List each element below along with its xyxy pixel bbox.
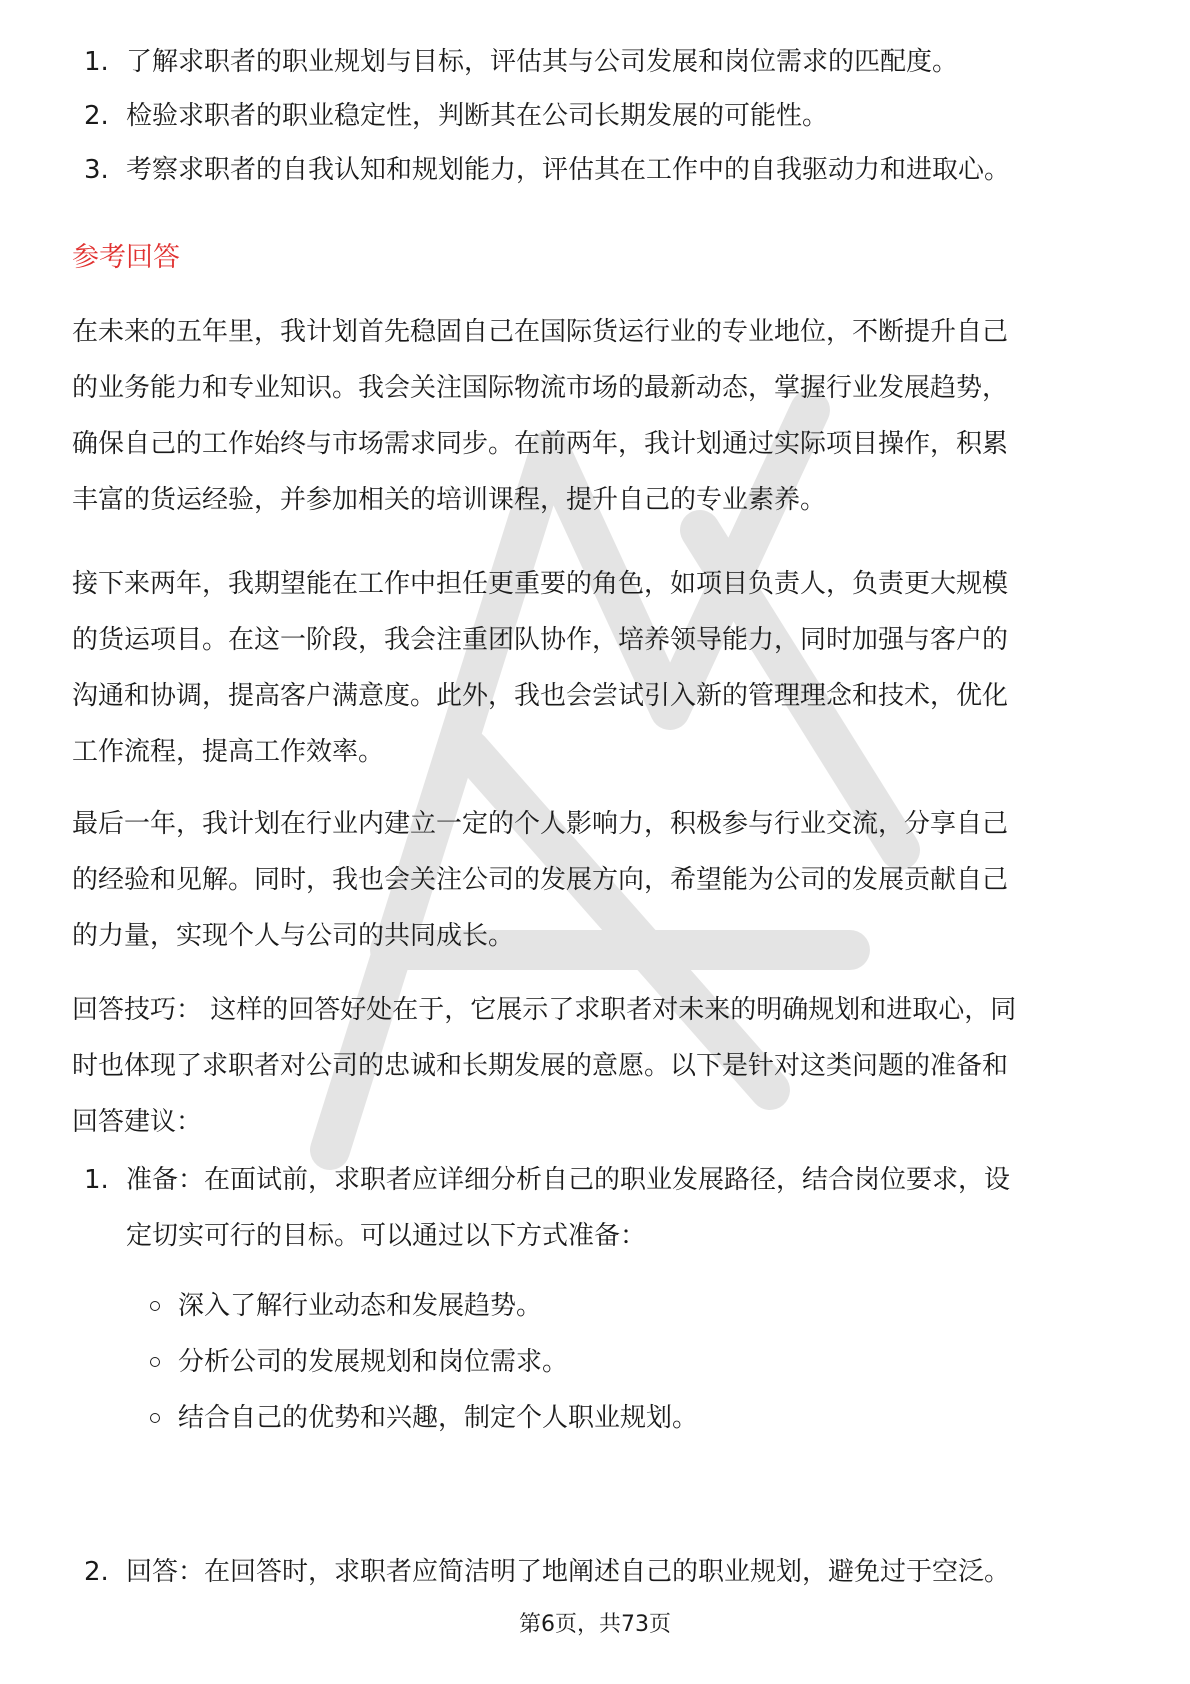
bullet-text: 分析公司的发展规划和岗位需求。 [178,1347,569,1377]
advice-item-answer [84,1544,1124,1600]
bullet-circle-icon [150,1357,160,1367]
page-footer: 第6页，共73页 [519,1612,671,1637]
list-number: 3. [84,155,109,185]
list-item-line: 定切实可行的目标。可以通过以下方式准备： [126,1221,647,1251]
bullet-item [150,1344,698,1380]
paragraph-line: 的力量，实现个人与公司的共同成长。 [72,921,515,951]
list-number: 2. [84,1557,109,1587]
paragraph-line: 在未来的五年里，我计划首先稳固自己在国际货运行业的专业地位，不断提升自己 [72,317,1009,347]
answer-paragraph [72,796,1118,964]
paragraph-line: 时也体现了求职者对公司的忠诚和长期发展的意愿。以下是针对这类问题的准备和 [72,1051,1009,1081]
prep-bullet-list [150,1288,698,1456]
bullet-text: 结合自己的优势和兴趣，制定个人职业规划。 [178,1403,699,1433]
list-item [84,98,1124,134]
answer-paragraph [72,556,1118,780]
list-item-line: 准备：在面试前，求职者应详细分析自己的职业发展路径，结合岗位要求，设 [126,1165,1011,1195]
section-heading: 参考回答 [72,242,180,273]
list-item-line: 回答：在回答时，求职者应简洁明了地阐述自己的职业规划，避免过于空泛。 [126,1557,1011,1587]
bullet-item [150,1288,698,1324]
list-number: 2. [84,101,109,131]
intro-numbered-list [84,44,1124,206]
answer-paragraph [72,304,1118,528]
paragraph-line: 沟通和协调，提高客户满意度。此外，我也会尝试引入新的管理理念和技术，优化 [72,681,1009,711]
paragraph-line: 的货运项目。在这一阶段，我会注重团队协作，培养领导能力，同时加强与客户的 [72,625,1009,655]
list-number: 1. [84,47,109,77]
paragraph-line: 丰富的货运经验，并参加相关的培训课程，提升自己的专业素养。 [72,485,827,515]
paragraph-line: 的业务能力和专业知识。我会关注国际物流市场的最新动态，掌握行业发展趋势， [72,373,1009,403]
list-item [84,152,1124,188]
bullet-item [150,1400,698,1436]
paragraph-line: 回答技巧： 这样的回答好处在于，它展示了求职者对未来的明确规划和进取心，同 [72,995,1017,1025]
list-item-text: 了解求职者的职业规划与目标，评估其与公司发展和岗位需求的匹配度。 [126,47,959,77]
paragraph-line: 回答建议： [72,1107,203,1137]
bullet-circle-icon [150,1413,160,1423]
paragraph-line: 确保自己的工作始终与市场需求同步。在前两年，我计划通过实际项目操作，积累 [72,429,1009,459]
paragraph-line: 最后一年，我计划在行业内建立一定的个人影响力，积极参与行业交流，分享自己 [72,809,1009,839]
list-item-text: 考察求职者的自我认知和规划能力，评估其在工作中的自我驱动力和进取心。 [126,155,1011,185]
paragraph-line: 接下来两年，我期望能在工作中担任更重要的角色，如项目负责人，负责更大规模 [72,569,1009,599]
tips-paragraph [72,982,1118,1150]
advice-item-prepare [84,1152,1124,1264]
bullet-circle-icon [150,1301,160,1311]
paragraph-line: 工作流程，提高工作效率。 [72,737,385,767]
list-item [84,44,1124,80]
bullet-text: 深入了解行业动态和发展趋势。 [178,1291,543,1321]
list-number: 1. [84,1165,109,1195]
paragraph-line: 的经验和见解。同时，我也会关注公司的发展方向，希望能为公司的发展贡献自己 [72,865,1009,895]
list-item-text: 检验求职者的职业稳定性，判断其在公司长期发展的可能性。 [126,101,829,131]
